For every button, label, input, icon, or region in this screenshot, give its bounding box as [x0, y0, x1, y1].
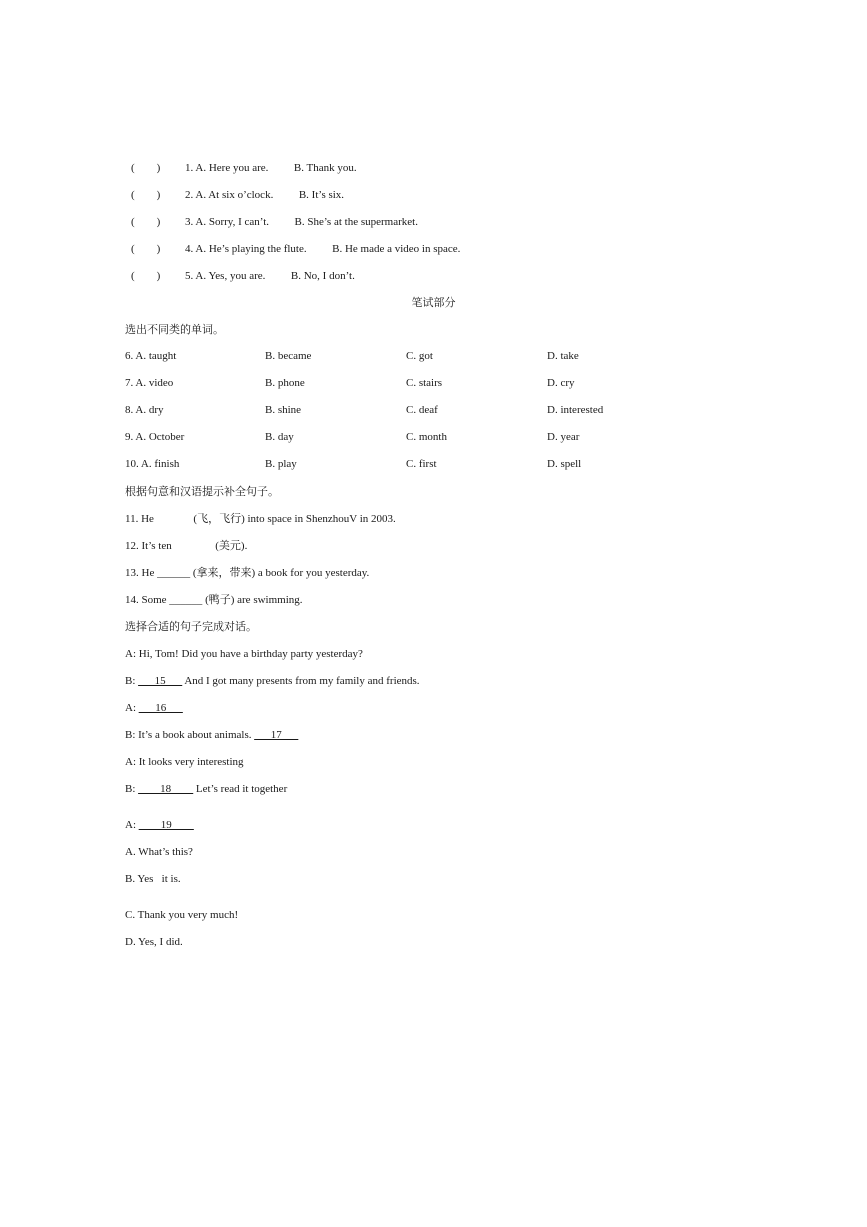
fill-prefix[interactable]: 13. He ______ [125, 567, 191, 579]
choice-a: 8. A. dry [125, 404, 164, 416]
option-a: A. Yes, you are. [195, 270, 266, 282]
choice-a: 9. A. October [125, 431, 185, 443]
speaker-label: A: [125, 702, 136, 714]
choice-a: 7. A. video [125, 377, 174, 389]
dialog-line-2 [125, 674, 420, 688]
item-number: 3. [185, 216, 194, 228]
fill-prefix: 12. It’s ten [125, 540, 172, 552]
fill-item-12 [125, 539, 247, 553]
fill-item-14 [125, 593, 303, 607]
option-b: B. Thank you. [293, 162, 357, 174]
fill-hint: (鸭子) are swimming. [205, 594, 303, 606]
option-b: B. He made a video in space. [332, 243, 461, 255]
option-b: B. It’s six. [298, 189, 345, 201]
choice-b: B. became [265, 350, 312, 362]
answer-blank-18[interactable]: ____18____ [138, 783, 194, 795]
dialog-line-5: A: It looks very interesting [125, 756, 244, 768]
speaker-label: A: [125, 819, 136, 831]
option-a: A. He’s playing the flute. [195, 243, 307, 255]
answer-paren[interactable]: ( ) [131, 189, 161, 201]
fill-item-11 [125, 512, 396, 526]
choice-b: B. shine [265, 404, 302, 416]
choice-c: C. stairs [406, 377, 443, 389]
speaker-label: B: [125, 783, 136, 795]
item-number: 4. [185, 243, 194, 255]
answer-paren[interactable]: ( ) [131, 216, 161, 228]
option-a: A. Here you are. [195, 162, 269, 174]
option-b: B. Yes it is. [125, 873, 181, 885]
dialog-line-3 [125, 701, 183, 715]
option-a: A. At six o’clock. [195, 189, 274, 201]
choice-c: C. month [406, 431, 447, 443]
option-a: A. Sorry, I can’t. [195, 216, 270, 228]
option-c: C. Thank you very much! [125, 909, 239, 921]
section3-heading: 选择合适的句子完成对话。 [125, 621, 257, 633]
dialog-text: And I got many presents from my family and friends. [184, 675, 420, 687]
dialog-line-7 [125, 818, 194, 832]
choice-a: 10. A. finish [125, 458, 180, 470]
answer-paren[interactable]: ( ) [131, 243, 161, 255]
choice-d: D. interested [547, 404, 604, 416]
choice-d: D. year [547, 431, 580, 443]
fill-prefix[interactable]: 14. Some ______ [125, 594, 203, 606]
answer-blank-16[interactable]: ___16___ [138, 702, 183, 714]
choice-b: B. day [265, 431, 294, 443]
section2-heading: 根据句意和汉语提示补全句子。 [125, 486, 279, 498]
dialog-text: B: It’s a book about animals. [125, 729, 252, 741]
choice-d: D. cry [547, 377, 575, 389]
answer-paren[interactable]: ( ) [131, 162, 161, 174]
fill-hint: (飞，飞行) into space in ShenzhouV in 2003. [193, 513, 396, 525]
fill-hint: (美元). [215, 540, 248, 552]
fill-prefix: 11. He [125, 513, 154, 525]
answer-paren[interactable]: ( ) [131, 270, 161, 282]
fill-hint: (拿来，带来) a book for you yesterday. [192, 567, 370, 579]
dialog-line-4 [125, 728, 298, 742]
choice-d: D. take [547, 350, 579, 362]
item-number: 1. [185, 162, 194, 174]
answer-blank-15[interactable]: ___15___ [138, 675, 183, 687]
fill-item-13 [125, 566, 369, 580]
dialog-text: Let’s read it together [195, 783, 288, 795]
option-d: D. Yes, I did. [125, 936, 183, 948]
option-b: B. She’s at the supermarket. [294, 216, 418, 228]
option-a: A. What’s this? [125, 846, 193, 858]
choice-c: C. first [406, 458, 437, 470]
dialog-line-1: A: Hi, Tom! Did you have a birthday party yesterday? [125, 648, 363, 660]
choice-c: C. got [406, 350, 433, 362]
written-part-title: 笔试部分 [411, 297, 456, 309]
item-number: 2. [185, 189, 194, 201]
item-number: 5. [185, 270, 194, 282]
choice-b: B. play [265, 458, 297, 470]
section1-heading: 选出不同类的单词。 [125, 324, 224, 336]
answer-blank-17[interactable]: ___17___ [254, 729, 299, 741]
choice-d: D. spell [547, 458, 582, 470]
choice-b: B. phone [265, 377, 305, 389]
option-b: B. No, I don’t. [290, 270, 355, 282]
speaker-label: B: [125, 675, 136, 687]
choice-a: 6. A. taught [125, 350, 177, 362]
choice-c: C. deaf [406, 404, 438, 416]
dialog-line-6 [125, 782, 287, 796]
answer-blank-19[interactable]: ____19____ [138, 819, 194, 831]
